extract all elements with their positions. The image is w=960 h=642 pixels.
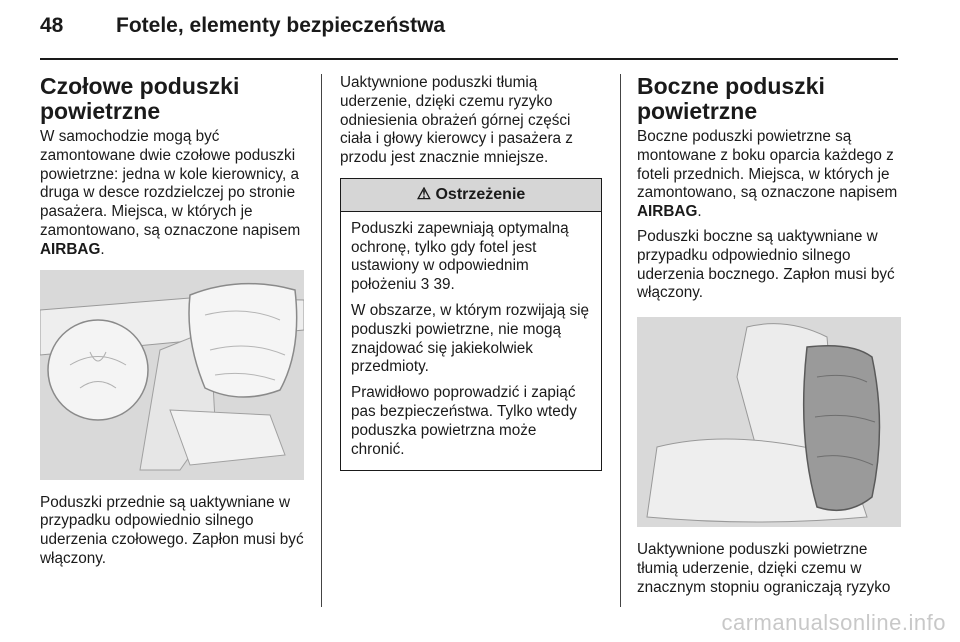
warning-box (340, 178, 602, 471)
frontal-airbags-activation: Poduszki przednie są uaktywniane w przypadku odpowiednio silnego uderzenia czołowego. Zapłon musi być włączony. (40, 493, 304, 567)
column-divider-right (620, 74, 621, 607)
intro-text: W samochodzie mogą być zamontowane dwie czołowe poduszki powietrzne: jedna w kole kierownicy, a druga w desce rozdzielczej po stronie pasażera. Miejsca, w których je zamontowano, są oznaczone napisem (40, 128, 301, 239)
frontal-airbags-intro (40, 128, 304, 260)
page-reference: 39. (429, 276, 455, 294)
side-airbags-benefit: Uaktywnione poduszki powietrzne tłumią uderzenie, dzięki czemu w znacznym stopniu ograniczają ryzyko (637, 541, 891, 596)
frontal-airbags-illustration (40, 270, 304, 480)
side-airbags-intro (637, 128, 903, 222)
left-column (40, 74, 304, 575)
page-header (40, 14, 445, 38)
side-intro-end: . (697, 203, 702, 221)
warning-header (341, 179, 601, 212)
watermark: carmanualsonline.info (721, 610, 946, 635)
side-airbags-heading: Boczne poduszki powietrzne (637, 73, 825, 124)
intro-end: . (100, 240, 105, 258)
side-airbag-label: AIRBAG (637, 203, 698, 221)
warning-triangle-icon: ⚠ (416, 185, 432, 203)
warning-p1-text: Poduszki zapewniają optymalną ochronę, tylko gdy fotel jest ustawiony w odpowiednim położeniu (351, 219, 569, 294)
warning-paragraph-3: Prawidłowo poprowadzić i zapiąć pas bezpieczeństwa. Tylko wtedy poduszka powietrzna może chronić. (351, 384, 577, 458)
page-number: 48 (40, 14, 64, 37)
column-divider-left (321, 74, 322, 607)
frontal-airbags-heading: Czołowe poduszki powietrzne (40, 73, 240, 124)
side-intro-text: Boczne poduszki powietrzne są montowane z boku oparcia każdego z foteli przednich. Miejsca, w których je zamontowano, są oznaczone napisem (637, 128, 898, 202)
warning-title: Ostrzeżenie (435, 185, 526, 203)
airbag-label: AIRBAG (40, 240, 101, 258)
right-column (637, 74, 903, 604)
header-rule (40, 58, 898, 60)
page-title: Fotele, elementy bezpieczeństwa (116, 14, 446, 37)
warning-paragraph-2: W obszarze, w którym rozwijają się poduszki powietrzne, nie mogą znajdować się jakiekolwiek przedmioty. (351, 301, 590, 376)
seat-airbag-image (637, 317, 901, 527)
side-airbag-illustration (637, 317, 901, 527)
page-reference-icon: 3 (420, 276, 430, 294)
warning-paragraph-1 (351, 220, 593, 295)
middle-column (340, 74, 602, 471)
dashboard-airbag-image (40, 270, 304, 480)
warning-body (341, 212, 601, 471)
side-airbags-activation: Poduszki boczne są uaktywniane w przypadku odpowiednio silnego uderzenia bocznego. Zapłon musi być włączony. (637, 227, 895, 302)
frontal-airbags-benefit: Uaktywnione poduszki tłumią uderzenie, dzięki czemu ryzyko odniesienia obrażeń górnej części ciała i głowy kierowcy i pasażera z przodu jest znacznie mniejsze. (340, 74, 573, 167)
